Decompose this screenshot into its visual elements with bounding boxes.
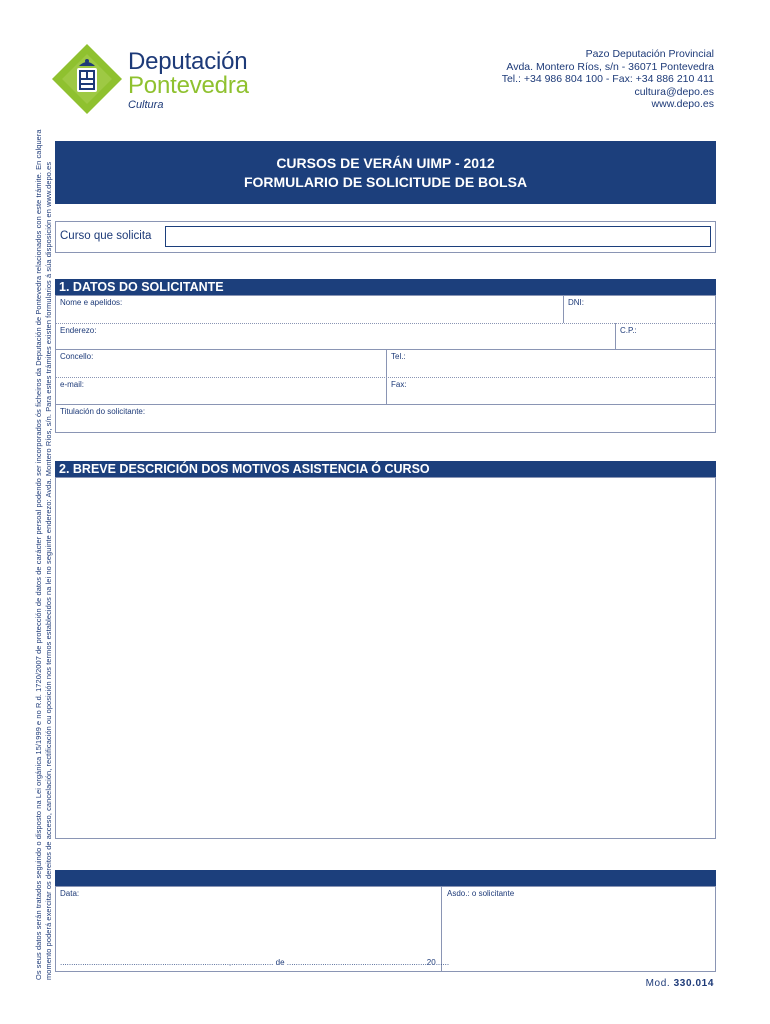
form-subtitle: FORMULARIO DE SOLICITUDE DE BOLSA (243, 173, 528, 190)
model-number (646, 978, 714, 989)
curso-label: Curso que solicita (60, 230, 152, 242)
dni-field[interactable] (564, 296, 716, 323)
date-de: de (275, 958, 285, 967)
date-month: ............................................................... (286, 958, 427, 967)
email-label: e-mail: (60, 380, 85, 389)
fax-label: Fax: (391, 380, 407, 389)
section1-header (55, 279, 716, 295)
section2-header (55, 461, 716, 477)
enderezo-label: Enderezo: (60, 326, 97, 335)
fax-field[interactable] (387, 378, 715, 404)
date-year: ...... (435, 958, 450, 967)
titulacion-label: Titulación do solicitante: (60, 407, 146, 416)
legal-notice (34, 129, 54, 980)
cp-field[interactable] (616, 324, 715, 349)
curso-row (55, 221, 716, 253)
date-place: ............................................................................ (60, 958, 229, 967)
website-link[interactable]: www.depo.es (651, 98, 714, 111)
signature-box (55, 886, 716, 972)
section1-title: 1. DATOS DO SOLICITANTE (59, 280, 224, 294)
date-day: ................... (231, 958, 274, 967)
model-prefix: Mod. (645, 978, 671, 989)
logo-title: Deputación (128, 48, 248, 75)
logo-subtitle: Pontevedra (128, 72, 249, 99)
curso-input[interactable] (165, 226, 711, 247)
logo-tagline: Cultura (128, 99, 164, 111)
email-link[interactable]: cultura@depo.es (634, 85, 714, 98)
applicant-data-box (55, 295, 716, 433)
titulacion-field[interactable] (56, 405, 715, 432)
dni-label: DNI: (568, 298, 584, 307)
deputacion-logo-icon (52, 44, 122, 114)
asdo-label: Asdo.: o solicitante (447, 889, 515, 898)
date-sep: , (228, 958, 232, 967)
motivos-textarea[interactable] (55, 477, 716, 839)
date-line[interactable] (60, 958, 449, 967)
concello-field[interactable] (56, 350, 386, 377)
email-field[interactable] (56, 378, 386, 404)
cp-label: C.P.: (620, 326, 637, 335)
address-line: Tel.: +34 986 804 100 - Fax: +34 886 210 411 (501, 73, 714, 86)
section2-title: 2. BREVE DESCRICIÓN DOS MOTIVOS ASISTENCIA Ó CURSO (59, 462, 430, 476)
enderezo-field[interactable] (56, 324, 614, 349)
model-code: 330.014 (673, 978, 714, 989)
address-line: Pazo Deputación Provincial (585, 48, 714, 60)
tel-label: Tel.: (391, 352, 406, 361)
address-line: Avda. Montero Ríos, s/n - 36071 Pontevedra (506, 60, 714, 73)
data-label: Data: (60, 889, 80, 898)
form-title: CURSOS DE VERÁN UIMP - 2012 (276, 154, 495, 171)
legal-notice-line: momento poderá exercitar os dereitos de acceso, cancelación, rectificación ou oposición nos termos establecidos na lei no seguinte enderezo: Avda. Montero Ríos, s/n. Para estes trámites existen formularios á súa disposición en www.depo.es (44, 161, 53, 980)
date-year-prefix: 20 (426, 958, 436, 967)
signature-header-bar (55, 870, 716, 886)
address-block (502, 48, 714, 111)
title-banner (55, 141, 716, 204)
legal-notice-line: Os seus datos serán tratados seguindo o disposto na Lei orgánica 15/1999 e no R.d. 1720/2007 de protección de datos de carácter persoal podendo ser incorporados ós ficheiros da Deputación de Pontevedra relacionados con este trámite. En calquera (34, 129, 43, 980)
nome-label: Nome e apelidos: (60, 298, 123, 307)
concello-label: Concello: (60, 352, 94, 361)
tel-field[interactable] (387, 350, 715, 377)
nome-field[interactable] (56, 296, 562, 323)
